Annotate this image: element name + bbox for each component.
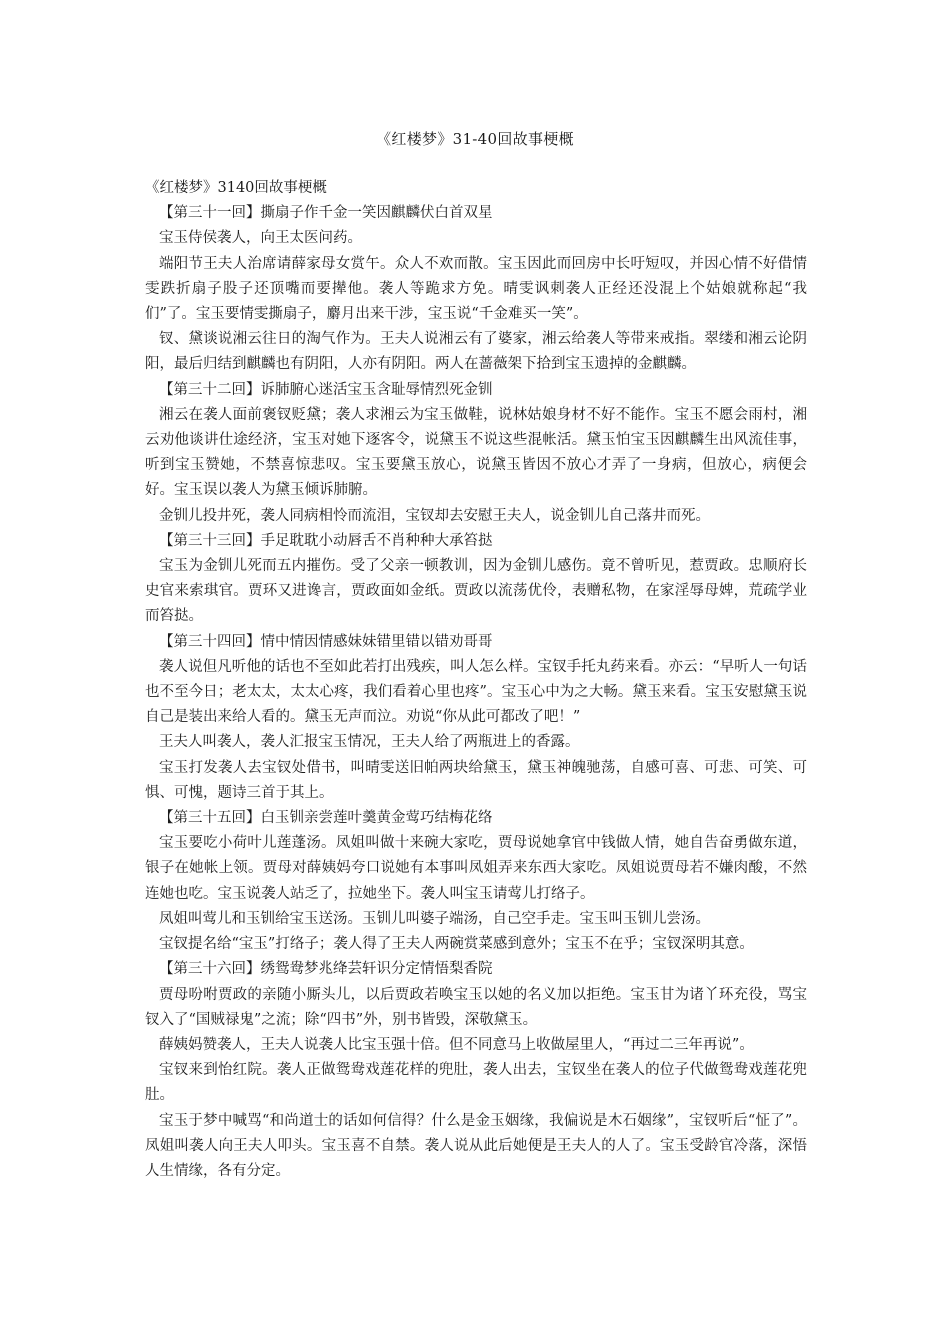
- paragraph: 袭人说但凡听他的话也不至如此若打出残疾，叫人怎么样。宝钗手托丸药来看。亦云：“早听人一句话也不至今日；老太太，太太心疼，我们看着心里也疼”。宝玉心中为之大畅。黛玉来看。宝玉安慰黛玉说自己是装出来给人看的。黛玉无声而泣。劝说“你从此可都改了吧！”: [145, 658, 807, 726]
- paragraph: 宝玉要吃小荷叶儿莲蓬汤。凤姐叫做十来碗大家吃，贾母说她拿官中钱做人情，她自告奋勇做东道，银子在她帐上领。贾母对薛姨妈夸口说她有本事叫凤姐弄来东西大家吃。凤姐说贾母若不嫌肉酸，不然连她也吃。宝玉说袭人站乏了，拉她坐下。袭人叫宝玉请莺儿打络子。: [145, 835, 807, 902]
- chapter-heading: 【第三十一回】撕扇子作千金一笑因麒麟伏白首双星: [159, 205, 493, 222]
- paragraph: 端阳节王夫人治席请薛家母女赏午。众人不欢而散。宝玉因此而回房中长吁短叹，并因心情不好借情雯跌折扇子股子还顶嘴而要撵他。袭人等跪求方免。晴雯讽刺袭人正经还没混上个姑娘就称起“我们”了。宝玉要情雯撕扇子，麝月出来干涉，宝玉说“千金难买一笑”。: [145, 255, 807, 323]
- document-subtitle: 《红楼梦》3140回故事梗概: [145, 180, 327, 196]
- paragraph: 宝钗提名给“宝玉”打络子；袭人得了王夫人两碗赏菜感到意外；宝玉不在乎；宝钗深明其意。: [159, 936, 754, 953]
- chapter-heading: 【第三十二回】诉肺腑心迷活宝玉含耻辱情烈死金钏: [159, 381, 493, 398]
- paragraph: 钗、黛谈说湘云往日的淘气作为。王夫人说湘云有了婆家，湘云给袭人等带来戒指。翠缕和湘云论阴阳，最后归结到麒麟也有阴阳，人亦有阴阳。两人在蔷薇架下拾到宝玉遗掉的金麒麟。: [145, 331, 807, 373]
- paragraph: 宝玉打发袭人去宝钗处借书，叫晴雯送旧帕两块给黛玉，黛玉神魄驰荡，自感可喜、可悲、可笑、可惧、可愧，题诗三首于其上。: [145, 759, 807, 801]
- paragraph: 王夫人叫袭人，袭人汇报宝玉情况，王夫人给了两瓶进上的香露。: [159, 734, 580, 751]
- document-body: [145, 176, 807, 1184]
- paragraph: 薛姨妈赞袭人，王夫人说袭人比宝玉强十倍。但不同意马上收做屋里人，“再过二三年再说”。: [159, 1036, 754, 1053]
- document-title: 《红楼梦》31-40回故事梗概: [376, 130, 574, 148]
- chapter-heading: 【第三十四回】情中情因情感妹妹错里错以错劝哥哥: [159, 633, 493, 650]
- paragraph: 宝玉侍侯袭人，向王太医问药。: [159, 230, 362, 247]
- paragraph: 贾母吩咐贾政的亲随小厮头儿，以后贾政若唤宝玉以她的名义加以拒绝。宝玉甘为诸丫环充役，骂宝钗入了“国贼禄鬼”之流；除“四书”外，别书皆毁，深敬黛玉。: [145, 986, 807, 1028]
- chapter-heading: 【第三十三回】手足耽耽小动唇舌不肖种种大承笞挞: [159, 532, 493, 549]
- paragraph: 宝玉于梦中喊骂“和尚道士的话如何信得？什么是金玉姻缘，我偏说是木石姻缘”，宝钗听后“怔了”。凤姐叫袭人向王夫人叩头。宝玉喜不自禁。袭人说从此后她便是王夫人的人了。宝玉受龄官冷落，深悟人生情缘，各有分定。: [145, 1112, 807, 1179]
- chapter-heading: 【第三十五回】白玉钏亲尝莲叶羹黄金莺巧结梅花络: [159, 810, 493, 827]
- paragraph: 宝钗来到怡红院。袭人正做鸳鸯戏莲花样的兜肚，袭人出去，宝钗坐在袭人的位子代做鸳鸯戏莲花兜肚。: [145, 1062, 807, 1104]
- paragraph: 金钏儿投井死，袭人同病相怜而流泪，宝钗却去安慰王夫人，说金钏儿自己落井而死。: [159, 507, 710, 524]
- paragraph: 宝玉为金钏儿死而五内摧伤。受了父亲一顿教训，因为金钏儿感伤。竟不曾听见，惹贾政。忠顺府长史官来索琪官。贾环又进谗言，贾政面如金纸。贾政以流荡优伶，表赠私物，在家淫辱母婢，荒疏学业而笞挞。: [145, 558, 807, 625]
- paragraph: 湘云在袭人面前褒钗贬黛；袭人求湘云为宝玉做鞋，说林姑娘身材不好不能作。宝玉不愿会雨村，湘云劝他谈讲仕途经济，宝玉对她下逐客令，说黛玉不说这些混帐活。黛玉怕宝玉因麒麟生出风流佳事，听到宝玉赞她，不禁喜惊悲叹。宝玉要黛玉放心，说黛玉皆因不放心才弄了一身病，但放心，病便会好。宝玉误以袭人为黛玉倾诉肺腑。: [145, 406, 807, 499]
- paragraph-list: [145, 201, 807, 1184]
- paragraph: 凤姐叫莺儿和玉钏给宝玉送汤。玉钏儿叫婆子端汤，自己空手走。宝玉叫玉钏儿尝汤。: [159, 910, 710, 927]
- chapter-heading: 【第三十六回】绣鸳鸯梦兆绛芸轩识分定情悟梨香院: [159, 961, 493, 978]
